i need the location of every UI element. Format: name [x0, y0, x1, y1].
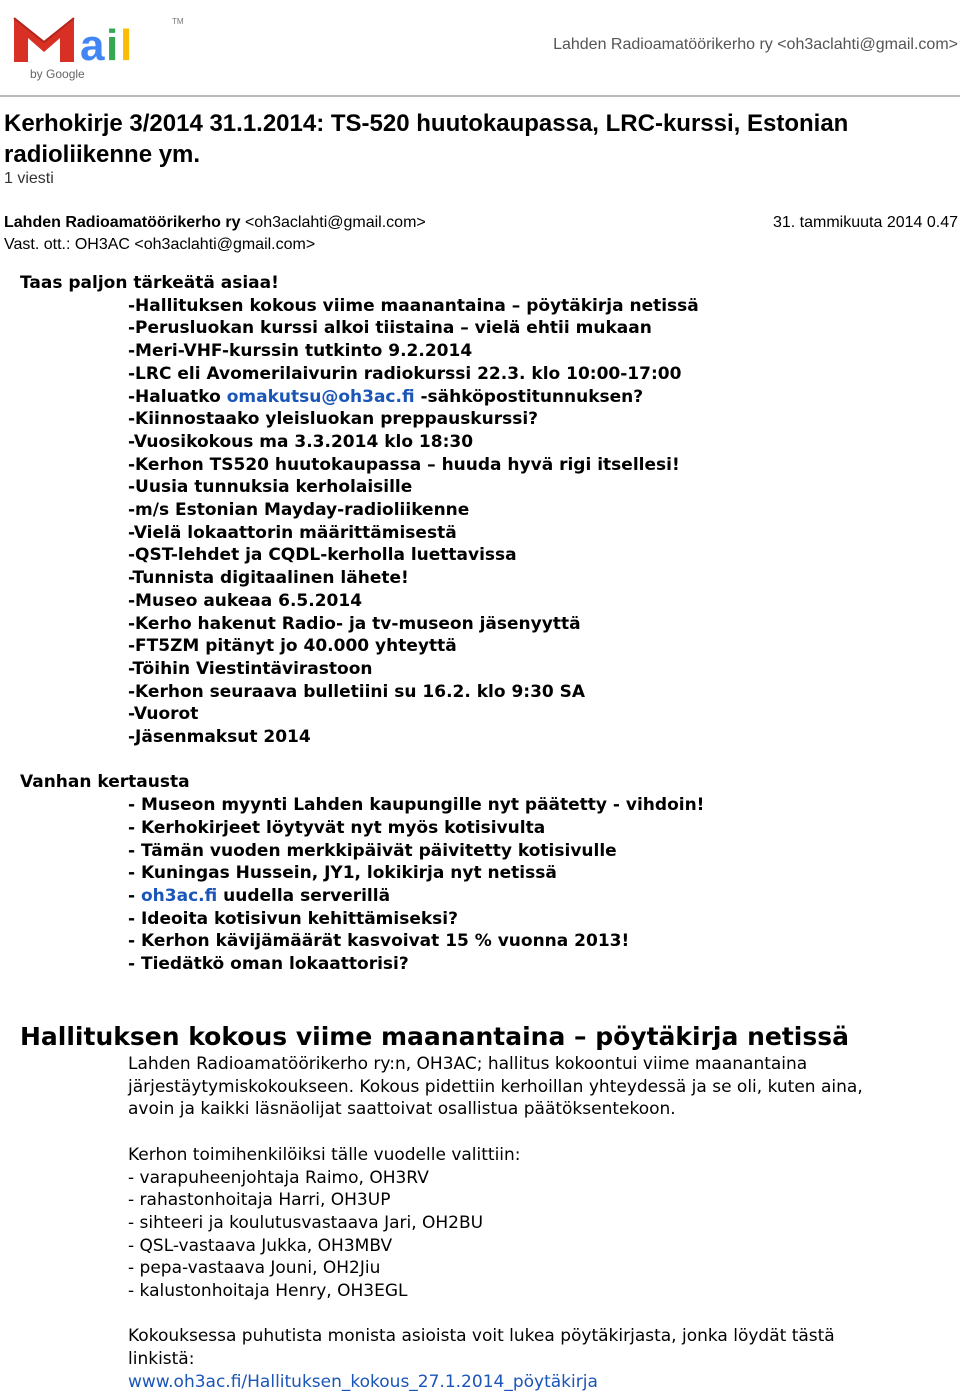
spacer — [20, 749, 955, 772]
list-item: -Tunnista digitaalinen lähete! — [128, 568, 409, 589]
svg-text:l: l — [120, 21, 133, 70]
oh3ac-site-link[interactable]: oh3ac.fi — [140, 885, 218, 906]
section-heading: Hallituksen kokous viime maanantaina – pöytäkirja netissä — [20, 1022, 849, 1051]
list-item: -Vuorot — [128, 704, 199, 725]
body-intro: Taas paljon tärkeätä asiaa! — [20, 273, 279, 293]
list-item: -FT5ZM pitänyt jo 40.000 yhteyttä — [128, 636, 457, 657]
logo-text: Gmail — [12, 58, 15, 59]
officer-item: - rahastonhoitaja Harri, OH3UP — [128, 1190, 391, 1211]
list-item: -Museo aukeaa 6.5.2014 — [128, 590, 363, 611]
list-item: -Kerhon seuraava bulletiini su 16.2. klo 9:30 SA — [128, 681, 586, 702]
paragraph-line: linkistä: — [128, 1349, 195, 1370]
haluatko-suffix: -sähköpostitunnuksen? — [414, 386, 644, 407]
list-item: -QST-lehdet ja CQDL-kerholla luettavissa — [128, 545, 517, 566]
gmail-logo — [10, 4, 190, 84]
recap-item: - Kuningas Hussein, JY1, lokikirja nyt netissä — [128, 863, 557, 884]
recap-item: - Ideoita kotisivun kehittämiseksi? — [128, 908, 458, 929]
recap-item: - Tiedätkö oman lokaattorisi? — [128, 954, 409, 975]
officer-item: - kalustonhoitaja Henry, OH3EGL — [128, 1281, 408, 1302]
minutes-link[interactable]: www.oh3ac.fi/Hallituksen_kokous_27.1.2014_pöytäkirja — [128, 1371, 598, 1392]
paragraph-line: Lahden Radioamatöörikerho ry:n, OH3AC; hallitus kokoontui viime maanantaina — [128, 1054, 808, 1074]
paragraph-line: järjestäytymiskokoukseen. Kokous pidettiin kerhoillan yhteydessä ja se oli, kuten aina, — [128, 1076, 863, 1097]
message-date: 31. tammikuuta 2014 0.47 — [772, 214, 958, 231]
list-item — [20, 386, 955, 409]
recap-item: - Tämän vuoden merkkipäivät päivitetty kotisivulle — [128, 840, 617, 861]
gmail-logo-graphic — [10, 4, 190, 84]
list-item: -Kerhon TS520 huutokaupassa – huuda hyvä rigi itsellesi! — [128, 454, 680, 475]
list-item: -Kerho hakenut Radio- ja tv-museon jäsenyyttä — [128, 613, 581, 634]
officer-item: - pepa-vastaava Jouni, OH2Jiu — [128, 1258, 381, 1279]
list-item: -Hallituksen kokous viime maanantaina – pöytäkirja netissä — [128, 295, 699, 316]
sender-name: Lahden Radioamatöörikerho ry — [4, 214, 241, 231]
svg-text:i: i — [106, 21, 119, 70]
list-item: -Meri-VHF-kurssin tutkinto 9.2.2014 — [128, 341, 473, 362]
recap-item: - Museon myynti Lahden kaupungille nyt päätetty - vihdoin! — [128, 795, 705, 816]
officers-title: Kerhon toimihenkilöiksi tälle vuodelle valittiin: — [128, 1144, 521, 1165]
list-item: -Vielä lokaattorin määrittämisestä — [128, 522, 457, 543]
message-count: 1 viesti — [4, 170, 54, 187]
message-subject: Kerhokirje 3/2014 31.1.2014: TS-520 huutokaupassa, LRC-kurssi, Estonian radioliikenne ym. — [4, 110, 849, 168]
paragraph-line: Kokouksessa puhutista monista asioista voit lukea pöytäkirjasta, jonka löydät tästä — [128, 1326, 835, 1347]
sender-line — [4, 214, 426, 232]
recap-title: Vanhan kertausta — [20, 772, 190, 793]
paragraph-line: avoin ja kaikki läsnäolijat saattoivat osallistua päätöksentekoon. — [128, 1099, 676, 1120]
recap-item: - Kerhokirjeet löytyvät nyt myös kotisivulta — [128, 817, 546, 838]
recap-link-suffix: uudella serverillä — [217, 885, 391, 906]
officer-item: - varapuheenjohtaja Raimo, OH3RV — [128, 1167, 429, 1188]
list-item: -LRC eli Avomerilaivurin radiokurssi 22.3. klo 10:00-17:00 — [128, 363, 682, 384]
spacer — [128, 1121, 948, 1144]
message-body — [20, 272, 955, 976]
section-body — [128, 1053, 948, 1394]
list-item: -m/s Estonian Mayday-radioliikenne — [128, 500, 470, 521]
list-item: -Jäsenmaksut 2014 — [128, 727, 311, 748]
header-divider — [0, 95, 960, 97]
sender-email: <oh3aclahti@gmail.com> — [244, 214, 426, 231]
list-item: -Kiinnostaako yleisluokan preppauskurssi? — [128, 409, 539, 430]
omakutsu-email-link[interactable]: omakutsu@oh3ac.fi — [226, 386, 415, 407]
svg-text:a: a — [80, 21, 105, 70]
recap-link-prefix: - — [128, 885, 141, 906]
recipient-line: Vast. ott.: OH3AC <oh3aclahti@gmail.com> — [4, 236, 316, 253]
list-item: -Uusia tunnuksia kerholaisille — [128, 477, 413, 498]
recap-item: - Kerhon kävijämäärät kasvoivat 15 % vuonna 2013! — [128, 931, 630, 952]
list-item: -Töihin Viestintävirastoon — [128, 658, 373, 679]
officer-item: - QSL-vastaava Jukka, OH3MBV — [128, 1235, 393, 1256]
top-bar — [0, 0, 960, 96]
list-item: -Perusluokan kurssi alkoi tiistaina – vielä ehtii mukaan — [128, 318, 652, 339]
spacer — [128, 1303, 948, 1326]
haluatko-prefix: -Haluatko — [128, 386, 227, 407]
logo-byline: by Google — [30, 67, 85, 81]
account-label: Lahden Radioamatöörikerho ry <oh3aclahti@gmail.com> — [553, 36, 958, 53]
list-item: -Vuosikokous ma 3.3.2014 klo 18:30 — [128, 431, 474, 452]
recap-item — [20, 885, 955, 908]
officer-item: - sihteeri ja koulutusvastaava Jari, OH2BU — [128, 1212, 484, 1233]
logo-trademark: TM — [172, 17, 184, 26]
